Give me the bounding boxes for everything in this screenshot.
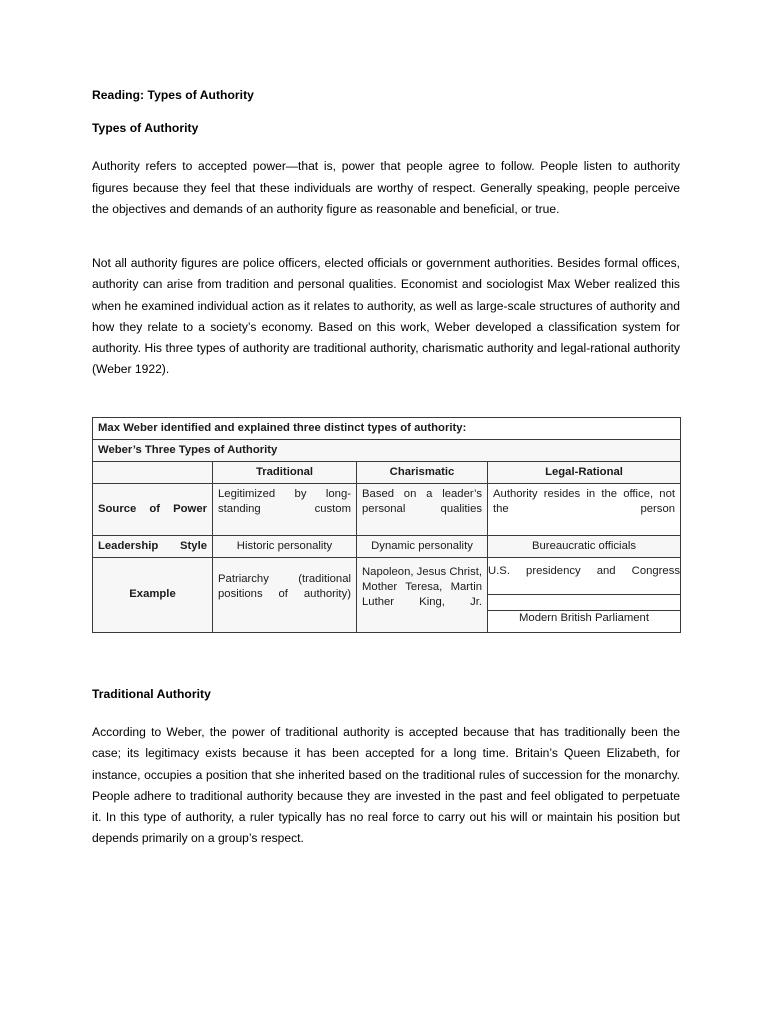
cell-leadership-charismatic: Dynamic personality <box>357 535 488 557</box>
cell-example-legal-rational <box>488 557 681 632</box>
subrow-modern-british-parliament <box>488 610 680 626</box>
column-header-traditional: Traditional <box>213 461 357 483</box>
cell-source-legal-rational: Authority resides in the office, not the person <box>488 483 681 535</box>
subrow-us-presidency <box>488 564 680 595</box>
row-label-source-of-power: Source of Power <box>93 483 213 535</box>
paragraph-spacer <box>92 220 680 253</box>
table-spacer-top <box>92 381 680 417</box>
paragraph-authority-definition: Authority refers to accepted power—that is, power that people agree to follow. People listen to authority figures because they feel that these individuals are worthy of respect. Generally speaking, people perceive the objectives and demands of an authority figure as reasonable and beneficial, or true. <box>92 159 680 216</box>
table-subtitle-row <box>93 439 681 461</box>
cell-leadership-legal-rational: Bureaucratic officials <box>488 535 681 557</box>
weber-authority-table <box>92 417 681 633</box>
column-header-legal-rational: Legal-Rational <box>488 461 681 483</box>
table-caption: Max Weber identified and explained three distinct types of authority: <box>93 417 681 439</box>
subcell-modern-british-parliament: Modern British Parliament <box>519 611 649 624</box>
table-row <box>93 557 681 632</box>
cell-example-charismatic: Napoleon, Jesus Christ, Mother Teresa, Martin Luther King, Jr. <box>357 557 488 632</box>
column-header-blank <box>93 461 213 483</box>
row-label-leadership-style: Leadership Style <box>93 535 213 557</box>
table-spacer-bottom <box>92 633 680 687</box>
paragraph-weber-classification: Not all authority figures are police officers, elected officials or government authorities. Besides formal offices, authority can arise from tradition and personal qualities. Economist and sociologist Max Weber realized this when he examined individual action as it relates to authority, as well as large-scale structures of authority and how they relate to a society’s economy. Based on this work, Weber developed a classification system for authority. His three types of authority are traditional authority, charismatic authority and legal-rational authority (Weber 1922). <box>92 256 680 377</box>
section-heading-traditional-authority: Traditional Authority <box>92 686 211 701</box>
page-title: Reading: Types of Authority <box>92 88 254 102</box>
cell-source-traditional: Legitimized by long-standing custom <box>213 483 357 535</box>
table-header-row <box>93 461 681 483</box>
subrow-blank <box>488 594 680 610</box>
legal-rational-subtable <box>488 564 680 626</box>
subcell-us-presidency-congress: U.S. presidency and Congress <box>488 564 680 595</box>
table-row <box>93 535 681 557</box>
paragraph-traditional-authority: According to Weber, the power of traditional authority is accepted because that has traditionally been the case; its legitimacy exists because it has been accepted for a long time. Britain’s Queen Elizabeth, for instance, occupies a position that she inherited based on the traditional rules of succession for the monarchy. People adhere to traditional authority because they are invested in the past and feel obligated to perpetuate it. In this type of authority, a ruler typically has no real force to carry out his will or maintain his position but depends primarily on a group’s respect. <box>92 724 680 846</box>
table-subtitle: Weber’s Three Types of Authority <box>93 439 681 461</box>
cell-source-charismatic: Based on a leader’s personal qualities <box>357 483 488 535</box>
row-label-example: Example <box>93 557 213 632</box>
section-heading-types-of-authority: Types of Authority <box>92 121 199 136</box>
subcell-blank <box>488 594 680 610</box>
table-caption-row <box>93 417 681 439</box>
column-header-charismatic: Charismatic <box>357 461 488 483</box>
cell-leadership-traditional: Historic personality <box>213 535 357 557</box>
cell-example-traditional-text: Patriarchy (traditional positions of authority) <box>218 573 351 601</box>
cell-example-traditional <box>213 557 357 632</box>
table-row <box>93 483 681 535</box>
